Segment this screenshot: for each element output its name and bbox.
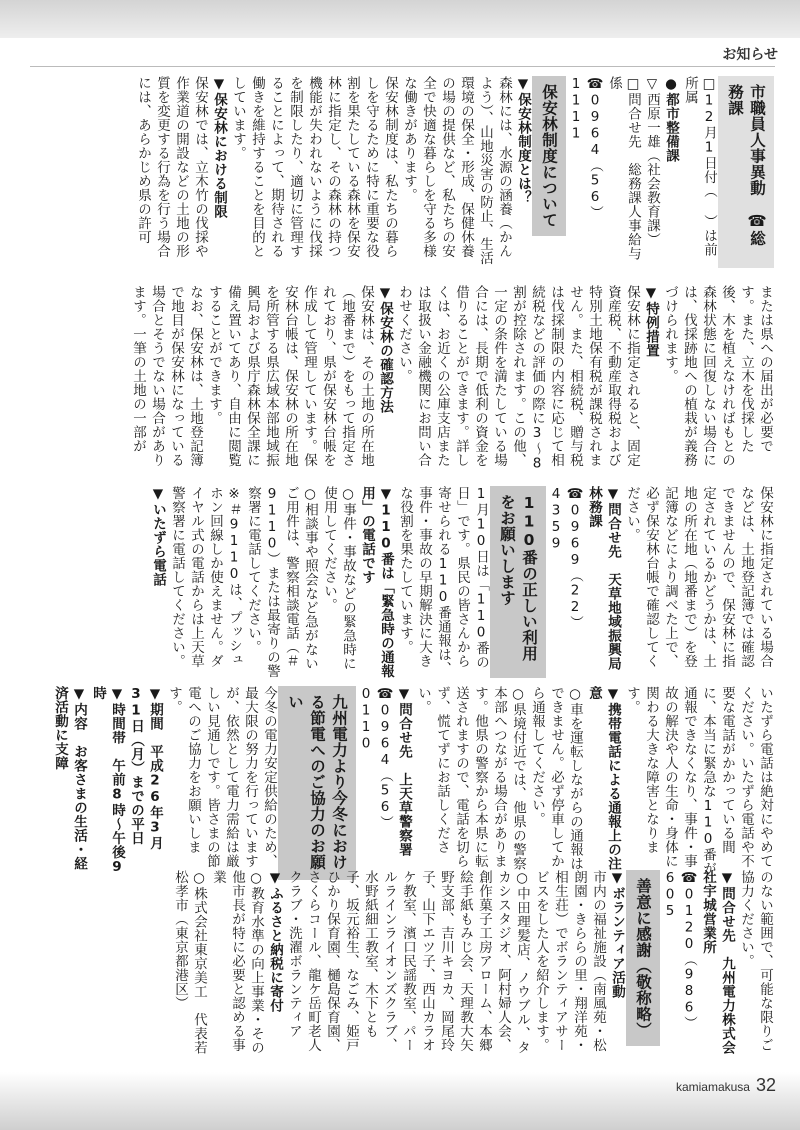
paragraph: ●都市整備課 xyxy=(663,76,679,163)
row-2 xyxy=(34,285,774,477)
subheading: ▼内容 お客さまの生活・経済活動に支障 xyxy=(52,686,87,871)
paragraph: 森林には、水源の涵養（かんよう）、山地災害の防止、生活環境の保全・形成、保健休養の場の提供など、私たちの安全で快適な暮らしを守る多様な働きがあります。 xyxy=(401,76,512,266)
row-4-text xyxy=(34,686,774,880)
paragraph: □問合せ先 総務課人事給与係 xyxy=(606,76,641,261)
row-2-text xyxy=(34,285,774,477)
subheading: ▼時間帯 午前8時～午後9時 xyxy=(90,686,125,876)
paragraph: ○県境付近では、他県の警察本部へつながる場合があります。他県の警察から本県に転送されますので、電話を切らず、慌てずにお話しください。 xyxy=(415,686,526,871)
paragraph: ○中田理髪店、ノウブル、タカシスタジオ、阿村婦人会、創作菓子工房アローム、本郷絵手紙もみじ会、天理教大矢野支部、吉川キヨカ、岡尾玲子、山下エツ子、西山カラオケ教室、濱口民謡教室、パールラインライオンズクラブ、水野紙細工教室、木下とも子、坂元裕生、なごみ、姫戸ひかり保育園、樋島保育園、さくらコール、龍ケ岳町老人クラブ・洗濯ボランティア xyxy=(286,870,530,1055)
footer-brand: kamiamakusa xyxy=(675,1080,750,1094)
paragraph: ○株式会社東京美工 代表若松孝市（東京都港区） xyxy=(172,870,207,1055)
paragraph: なお、保安林は、土地登記簿で地目が保安林になっている場合とそうでない場合があります。一筆の土地の一部が xyxy=(130,285,203,467)
paragraph: ☎0964（56）1111 xyxy=(568,76,603,220)
subheading: ▼保安林制度とは？ xyxy=(515,76,531,205)
article-heading-110: 110番の正しい利用をお願いします xyxy=(490,486,546,678)
paragraph: ☎0969（22）4359 xyxy=(548,486,583,630)
paragraph: いたずら電話は絶対にやめてください。いたずら電話や不要な電話がかかっている間に、本当に緊急な110番が通報できなくなり、事件・事故の解決や人の生命・身体に関わる大きな障害となります。 xyxy=(624,686,773,876)
subheading: ▼ふるさと納税に寄付 xyxy=(267,870,283,1013)
article-heading-forest: 保安林制度について xyxy=(532,76,566,236)
paragraph: ☎0120（986）605 xyxy=(662,870,697,1030)
subheading: ▼保安林における制限 xyxy=(211,76,227,219)
paragraph: □12月1日付（ ）は前所属 xyxy=(682,76,717,257)
page-number: 32 xyxy=(755,1075,776,1095)
paragraph: ○教育水準の向上事業・その他市長が特に必要と認める事業 xyxy=(210,870,264,1055)
paragraph: ○車を運転しながらの通報はできません。必ず停車してから通報してください。 xyxy=(529,686,583,871)
subheading: ▼特例措置 xyxy=(643,285,659,358)
row-4 xyxy=(34,686,774,880)
subheading: ▼保安林の確認方法 xyxy=(377,285,393,414)
paragraph: 保安林に指定されると、固定資産税、不動産取得税および特別土地保有税が課税されません。また、相続税、贈与税は伐採制限の内容に応じて相続税などの評価の際に3～8割が控除されます。この他、一定の条件を満たしている場合には、長期で低利の資金を借りることができます。詳しくは、お近くの公庫支店または取扱い金融機関にお問い合わせください。 xyxy=(396,285,640,472)
subheading: ▼問合せ先 上天草警察署 xyxy=(396,686,412,857)
article-heading-thanks: 善意に感謝（敬称略） xyxy=(626,870,660,1046)
paragraph: ○相談事や照会など急がないご用件は、警察相談電話（＃9110）または最寄りの警察署に電話してください。 xyxy=(245,486,318,678)
paragraph: 市内の福祉施設（南風苑・松朗園・きららの里・翔洋苑・相生荘）でボランティアサービスをした人を紹介します。 xyxy=(533,870,606,1052)
row-3 xyxy=(34,486,774,678)
row-5 xyxy=(34,870,774,1065)
subheading: ▼ボランティア活動 xyxy=(609,870,625,999)
section-label: お知らせ xyxy=(722,47,778,63)
subheading: ▼問合せ先 天草地域振興局林務課 xyxy=(586,486,621,671)
row-1-text xyxy=(34,76,774,268)
header-rule xyxy=(30,66,775,67)
paragraph: 保安林では、立木竹の伐採や作業道の開設などの土地の形質を変更する行為を行う場合には、あらかじめ県の許可 xyxy=(135,76,208,258)
paragraph: 今冬の電力安定供給のため、最大限の努力を行っていますが、依然として電力需給は厳しい見通しです。皆さまの節電へのご協力をお願いします。 xyxy=(166,686,277,868)
top-bar xyxy=(0,0,800,38)
subheading: ▼携帯電話による通報上の注意 xyxy=(586,686,621,871)
paragraph: ○事件・事故などの緊急時に使用してください。 xyxy=(321,486,356,671)
subheading: ▼いたずら電話 xyxy=(150,486,166,587)
paragraph: または県への届出が必要です。また、立木を伐採した後、木を植えなければもとの森林状態に回復しない場合には、伐採跡地への植栽が義務づけられます。 xyxy=(662,285,773,467)
paragraph: 保安林制度は、私たちの暮らしを守るために特に重要な役割を果たしている森林を保安林に指定し、その森林の持つ機能が失われないように伐採を制限したり、適切に管理することによって、期待される働きを維持することを目的としています。 xyxy=(230,76,398,258)
paragraph: ※＃9110は、プッシュホン回線しか使えません。ダイヤル式の電話からは上天草警察署に電話してください。 xyxy=(169,486,242,668)
row-3-text xyxy=(34,486,774,678)
paragraph: ☎0964（56）0110 xyxy=(358,686,393,830)
footer xyxy=(676,1075,776,1096)
paragraph: ▽西原一雄（社会教育課） xyxy=(644,76,660,247)
row-1 xyxy=(34,76,774,268)
paragraph: のない範囲で、可能な限りご協力ください。 xyxy=(738,870,773,1052)
subheading: ▼110番は「緊急時の通報用」の電話です xyxy=(359,486,394,678)
paragraph: 保安林に指定されている場合などは、土地登記簿では確認できませんので、保安林に指定されているかどうかは、土地の所在地（地番まで）を登記簿などにより調べた上で、必ず保安林台帳で確認してください。 xyxy=(624,486,773,668)
paragraph: 1月10日は「110番の日」です。県民の皆さんから寄せられる110番通報は、事件・事故の早期解決に大きな役割を果たしています。 xyxy=(397,486,489,676)
subheading: ▼問合せ先 九州電力株式会社宇城営業所 xyxy=(700,870,735,1055)
article-heading-kyuden: 九州電力より今冬における節電へのご協力のお願い xyxy=(278,686,356,880)
subheading: ▼期間 平成26年3月31日（月）までの平日 xyxy=(128,686,163,850)
row-5-text xyxy=(34,870,774,1065)
article-heading-personnel: 市職員人事異動 ☎総務課 xyxy=(718,76,774,268)
paragraph: 保安林は、その土地の所在地（地番まで）をもって指定されており、県が保安林台帳を作成して管理しています。保安林台帳は、保安林の所在地を所管する県広域本部地域振興局および県庁森林保全課に備え置いてあり、自由に閲覧することができます。 xyxy=(206,285,374,467)
